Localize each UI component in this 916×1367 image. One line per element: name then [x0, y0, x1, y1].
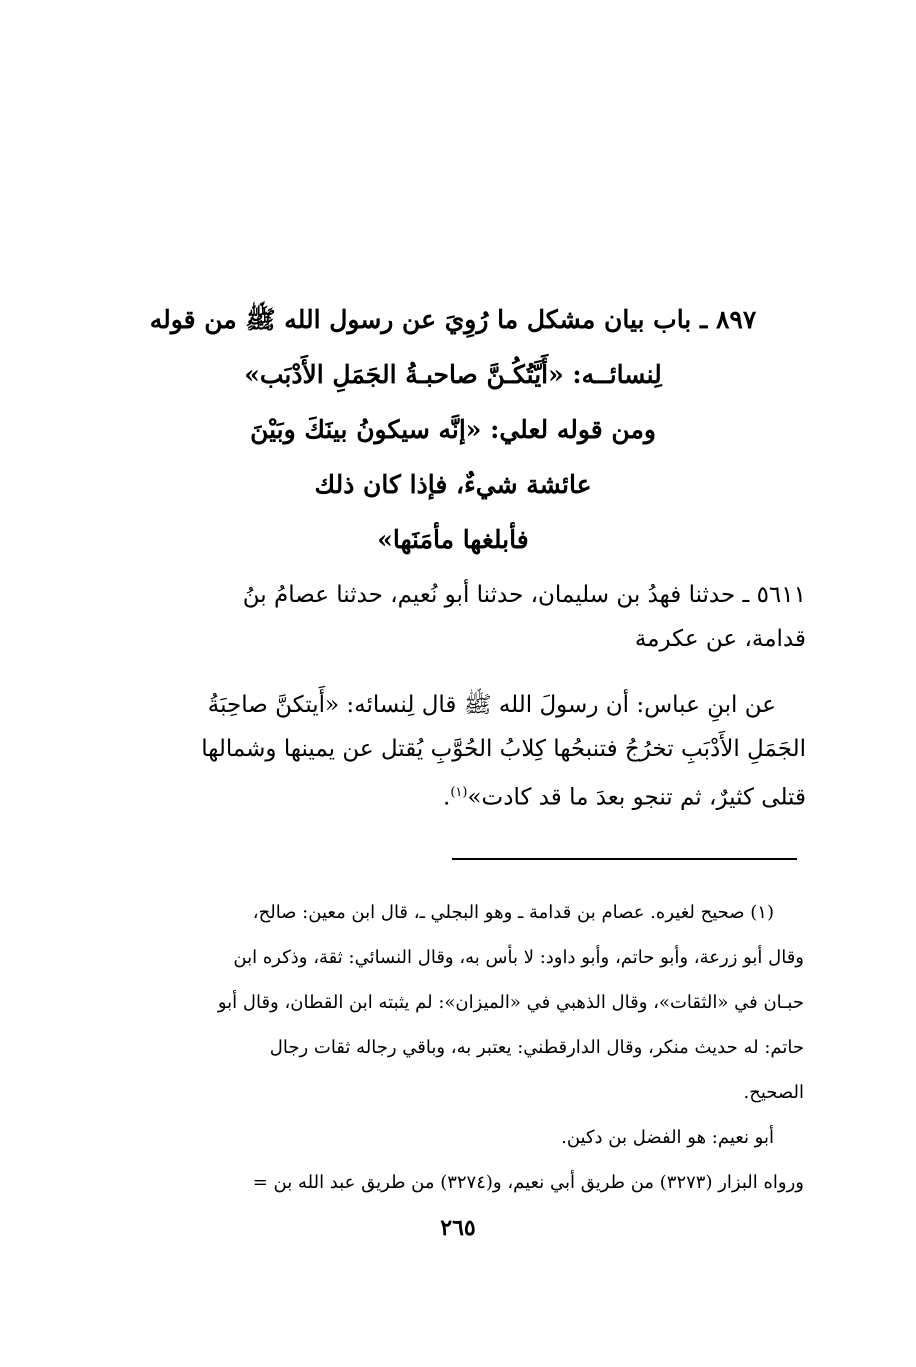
- chapter-heading-line: لِنسائــه: «أَيَّتُكُـنَّ صاحبـةُ الجَمَلِ الأَدْبَب»: [244, 360, 662, 389]
- hadith-matn: [95, 683, 806, 820]
- matn-line-text: قتلى كثيرٌ، ثم تنجو بعدَ ما قد كادت»: [467, 784, 806, 811]
- chapter-heading-line: ٨٩٧ ـ باب بيان مشكل ما رُوِيَ عن رسول الله ﷺ من قوله: [149, 305, 757, 334]
- footnote-divider: [452, 858, 797, 860]
- matn-line: الجَمَلِ الأَدْبَبِ تخرُجُ فتنبحُها كِلابُ الحُوَّبِ يُقتل عن يمينها وشمالها: [201, 736, 806, 762]
- footnote-line: أبو نعيم: هو الفضل بن دكين.: [561, 1127, 774, 1148]
- footnote-line: حاتم: له حديث منكر، وقال الدارقطني: يعتبر به، وباقي رجاله ثقات رجال: [269, 1037, 804, 1058]
- footnote-line: حبـان في «الثقات»، وقال الذهبي في «الميزان»: لم يثبته ابن القطان، وقال أبو: [217, 992, 804, 1013]
- matn-line: قتلى كثيرٌ، ثم تنجو بعدَ ما قد كادت»$^{(١)}$.: [443, 784, 806, 811]
- chapter-heading-line: فأبلغها مأمَنَها»: [377, 525, 529, 554]
- hadith-isnad: [95, 573, 806, 661]
- footnote-line: الصحيح.: [743, 1082, 804, 1103]
- isnad-line: ٥٦١١ ـ حدثنا فهدُ بن سليمان، حدثنا أبو نُعيم، حدثنا عصامُ بنُ: [242, 582, 806, 608]
- chapter-heading-line: عائشة شيءٌ، فإذا كان ذلك: [314, 470, 592, 499]
- matn-line: عن ابنِ عباس: أن رسولَ الله ﷺ قال لِنسائه: «أَيتكنَّ صاحِبَةُ: [207, 692, 776, 718]
- chapter-heading: [90, 292, 816, 567]
- footnote-line: (١) صحيح لغيره. عصام بن قدامة ـ وهو البجلي ـ، قال ابن معين: صالح،: [252, 902, 774, 923]
- footnotes: [95, 890, 804, 1205]
- footnote-line: ورواه البزار (٣٢٧٣) من طريق أبي نعيم، و(٣٢٧٤) من طريق عبد الله بن =: [252, 1172, 804, 1193]
- chapter-heading-line: ومن قوله لعلي: «إنَّه سيكونُ بينَكَ وبَيْنَ: [250, 415, 656, 444]
- footnote-reference[interactable]: (١): [450, 785, 468, 800]
- footnote-line: وقال أبو زرعة، وأبو حاتم، وأبو داود: لا بأس به، وقال النسائي: ثقة، وذكره ابن: [233, 947, 804, 968]
- page-number: ٢٦٥: [440, 1215, 476, 1241]
- isnad-line: قدامة، عن عكرمة: [634, 626, 806, 652]
